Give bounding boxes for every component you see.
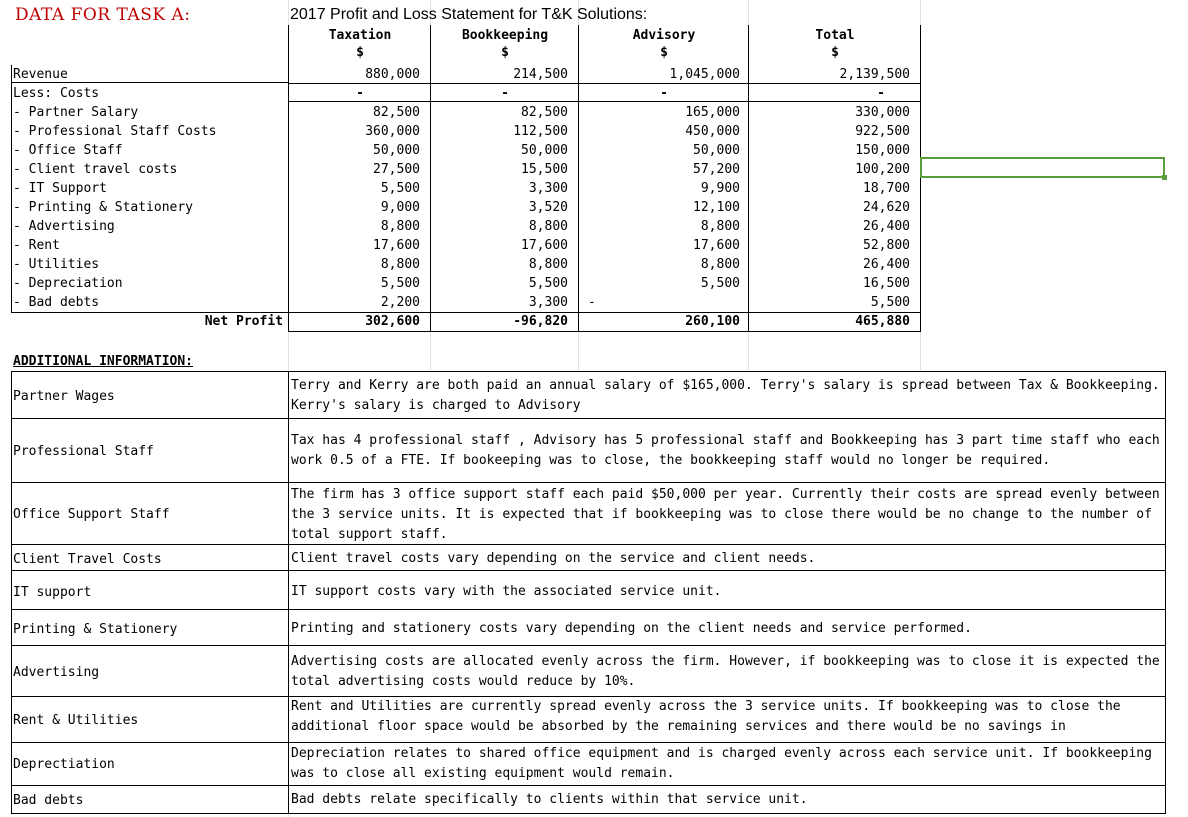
cell-less-taxation[interactable]: -	[356, 86, 364, 101]
cell-depreciation-advisory[interactable]: 5,500	[700, 276, 740, 291]
info-text-it-support[interactable]: IT support costs vary with the associated service unit.	[291, 584, 722, 599]
column-header-bookkeeping[interactable]: Bookkeeping	[461, 28, 549, 43]
cell-baddebts-taxation[interactable]: 2,200	[380, 295, 420, 310]
cell-printing-total[interactable]: 24,620	[863, 200, 910, 215]
info-text-depreciation[interactable]: Depreciation relates to shared office equipment and is charged evenly across each service unit. If bookkeeping was to close all existing equipment would remain.	[291, 746, 1152, 781]
info-text-professional-staff[interactable]: Tax has 4 professional staff , Advisory has 5 professional staff and Bookkeeping has 3 part time staff who each work 0.5 of a FTE. If bookeeping was to close, the bookkeeping staff would no longer be required.	[291, 433, 1160, 468]
info-text-office-support[interactable]: The firm has 3 office support staff each paid $50,000 per year. Currently their costs are spread evenly between the 3 service units. It is expected that if bookkeeping was to close there would be no change to the number of total support staff.	[291, 487, 1160, 542]
row-label-client-travel[interactable]: - Client travel costs	[13, 162, 178, 177]
cell-office-advisory[interactable]: 50,000	[693, 143, 740, 158]
cell-baddebts-bookkeeping[interactable]: 3,300	[528, 295, 568, 310]
cell-printing-taxation[interactable]: 9,000	[380, 200, 420, 215]
cell-office-total[interactable]: 150,000	[855, 143, 910, 158]
cell-travel-advisory[interactable]: 57,200	[693, 162, 740, 177]
column-unit-total[interactable]: $	[831, 45, 839, 60]
cell-less-total[interactable]: -	[877, 86, 885, 101]
cell-it-total[interactable]: 18,700	[863, 181, 910, 196]
cell-rent-bookkeeping[interactable]: 17,600	[521, 238, 568, 253]
info-label-office-support[interactable]: Office Support Staff	[13, 507, 170, 522]
row-label-utilities[interactable]: - Utilities	[13, 257, 100, 272]
info-text-bad-debts[interactable]: Bad debts relate specifically to clients within that service unit.	[291, 792, 808, 807]
info-label-partner-wages[interactable]: Partner Wages	[13, 389, 115, 404]
row-label-less-costs[interactable]: Less: Costs	[13, 86, 100, 101]
info-label-bad-debts[interactable]: Bad debts	[13, 793, 84, 808]
row-label-advertising[interactable]: - Advertising	[13, 219, 115, 234]
statement-title: 2017 Profit and Loss Statement for T&K Solutions:	[290, 6, 648, 23]
cell-revenue-total[interactable]: 2,139,500	[839, 67, 910, 82]
net-profit-label[interactable]: Net Profit	[204, 314, 283, 329]
column-unit-advisory[interactable]: $	[660, 45, 668, 60]
net-profit-bookkeeping[interactable]: -96,820	[513, 314, 568, 329]
info-label-rent-utilities[interactable]: Rent & Utilities	[13, 713, 139, 728]
info-text-advertising[interactable]: Advertising costs are allocated evenly across the firm. However, if bookkeeping was to close it is expected the total advertising costs would reduce by 10%.	[291, 654, 1160, 689]
selected-cell[interactable]	[920, 157, 1165, 178]
cell-office-taxation[interactable]: 50,000	[373, 143, 420, 158]
cell-revenue-advisory[interactable]: 1,045,000	[669, 67, 740, 82]
task-title: DATA FOR TASK A:	[15, 5, 191, 25]
cell-less-bookkeeping[interactable]: -	[501, 86, 509, 101]
cell-baddebts-advisory[interactable]: -	[588, 295, 596, 310]
cell-depreciation-total[interactable]: 16,500	[863, 276, 910, 291]
cell-advertising-bookkeeping[interactable]: 8,800	[528, 219, 568, 234]
cell-profstaff-taxation[interactable]: 360,000	[365, 124, 420, 139]
row-label-revenue[interactable]: Revenue	[13, 67, 68, 82]
column-header-total[interactable]: Total	[815, 28, 855, 43]
column-header-advisory[interactable]: Advisory	[632, 28, 696, 43]
cell-baddebts-total[interactable]: 5,500	[870, 295, 910, 310]
info-text-partner-wages[interactable]: Terry and Kerry are both paid an annual salary of $165,000. Terry's salary is spread between Tax & Bookkeeping. Kerry's salary is charged to Advisory	[291, 378, 1160, 413]
info-label-printing[interactable]: Printing & Stationery	[13, 622, 178, 637]
info-text-rent-utilities[interactable]: Rent and Utilities are currently spread evenly across the 3 service units. If bookkeeping was to close the additional floor space would be absorbed by the remaining services and there would be no savings in	[291, 699, 1121, 734]
cell-printing-bookkeeping[interactable]: 3,520	[528, 200, 568, 215]
net-profit-advisory[interactable]: 260,100	[685, 314, 740, 329]
cell-travel-bookkeeping[interactable]: 15,500	[521, 162, 568, 177]
info-label-professional-staff[interactable]: Professional Staff	[13, 444, 154, 459]
net-profit-taxation[interactable]: 302,600	[365, 314, 420, 329]
fill-handle[interactable]	[1162, 175, 1167, 180]
row-label-rent[interactable]: - Rent	[13, 238, 60, 253]
cell-profstaff-advisory[interactable]: 450,000	[685, 124, 740, 139]
row-label-partner-salary[interactable]: - Partner Salary	[13, 105, 139, 120]
cell-it-bookkeeping[interactable]: 3,300	[528, 181, 568, 196]
cell-travel-total[interactable]: 100,200	[855, 162, 910, 177]
cell-utilities-total[interactable]: 26,400	[863, 257, 910, 272]
cell-partner-advisory[interactable]: 165,000	[685, 105, 740, 120]
row-label-printing[interactable]: - Printing & Stationery	[13, 200, 194, 215]
cell-it-advisory[interactable]: 9,900	[700, 181, 740, 196]
row-label-professional-staff[interactable]: - Professional Staff Costs	[13, 124, 217, 139]
row-label-it-support[interactable]: - IT Support	[13, 181, 107, 196]
net-profit-total[interactable]: 465,880	[855, 314, 910, 329]
info-label-it-support[interactable]: IT support	[13, 585, 92, 600]
info-text-printing[interactable]: Printing and stationery costs vary depending on the client needs and service performed.	[291, 621, 972, 636]
info-label-client-travel[interactable]: Client Travel Costs	[13, 552, 162, 567]
column-header-taxation[interactable]: Taxation	[328, 28, 392, 43]
cell-rent-advisory[interactable]: 17,600	[693, 238, 740, 253]
cell-profstaff-total[interactable]: 922,500	[855, 124, 910, 139]
cell-printing-advisory[interactable]: 12,100	[693, 200, 740, 215]
cell-utilities-bookkeeping[interactable]: 8,800	[528, 257, 568, 272]
row-label-depreciation[interactable]: - Depreciation	[13, 276, 123, 291]
cell-revenue-bookkeeping[interactable]: 214,500	[513, 67, 568, 82]
row-label-office-staff[interactable]: - Office Staff	[13, 143, 123, 158]
info-label-advertising[interactable]: Advertising	[13, 665, 100, 680]
column-unit-taxation[interactable]: $	[356, 45, 364, 60]
cell-rent-taxation[interactable]: 17,600	[373, 238, 420, 253]
cell-advertising-total[interactable]: 26,400	[863, 219, 910, 234]
cell-utilities-taxation[interactable]: 8,800	[380, 257, 420, 272]
cell-advertising-taxation[interactable]: 8,800	[380, 219, 420, 234]
info-text-client-travel[interactable]: Client travel costs vary depending on the service and client needs.	[291, 551, 816, 566]
cell-office-bookkeeping[interactable]: 50,000	[521, 143, 568, 158]
cell-partner-total[interactable]: 330,000	[855, 105, 910, 120]
cell-revenue-taxation[interactable]: 880,000	[365, 67, 420, 82]
column-unit-bookkeeping[interactable]: $	[501, 45, 509, 60]
cell-profstaff-bookkeeping[interactable]: 112,500	[513, 124, 568, 139]
info-label-depreciation[interactable]: Deprectiation	[13, 757, 115, 772]
cell-depreciation-taxation[interactable]: 5,500	[380, 276, 420, 291]
cell-advertising-advisory[interactable]: 8,800	[700, 219, 740, 234]
additional-info-title: ADDITIONAL INFORMATION:	[13, 354, 194, 369]
cell-partner-bookkeeping[interactable]: 82,500	[521, 105, 568, 120]
cell-travel-taxation[interactable]: 27,500	[373, 162, 420, 177]
cell-it-taxation[interactable]: 5,500	[380, 181, 420, 196]
cell-utilities-advisory[interactable]: 8,800	[700, 257, 740, 272]
cell-depreciation-bookkeeping[interactable]: 5,500	[528, 276, 568, 291]
row-label-bad-debts[interactable]: - Bad debts	[13, 295, 100, 310]
cell-less-advisory[interactable]: -	[660, 86, 668, 101]
cell-partner-taxation[interactable]: 82,500	[373, 105, 420, 120]
cell-rent-total[interactable]: 52,800	[863, 238, 910, 253]
